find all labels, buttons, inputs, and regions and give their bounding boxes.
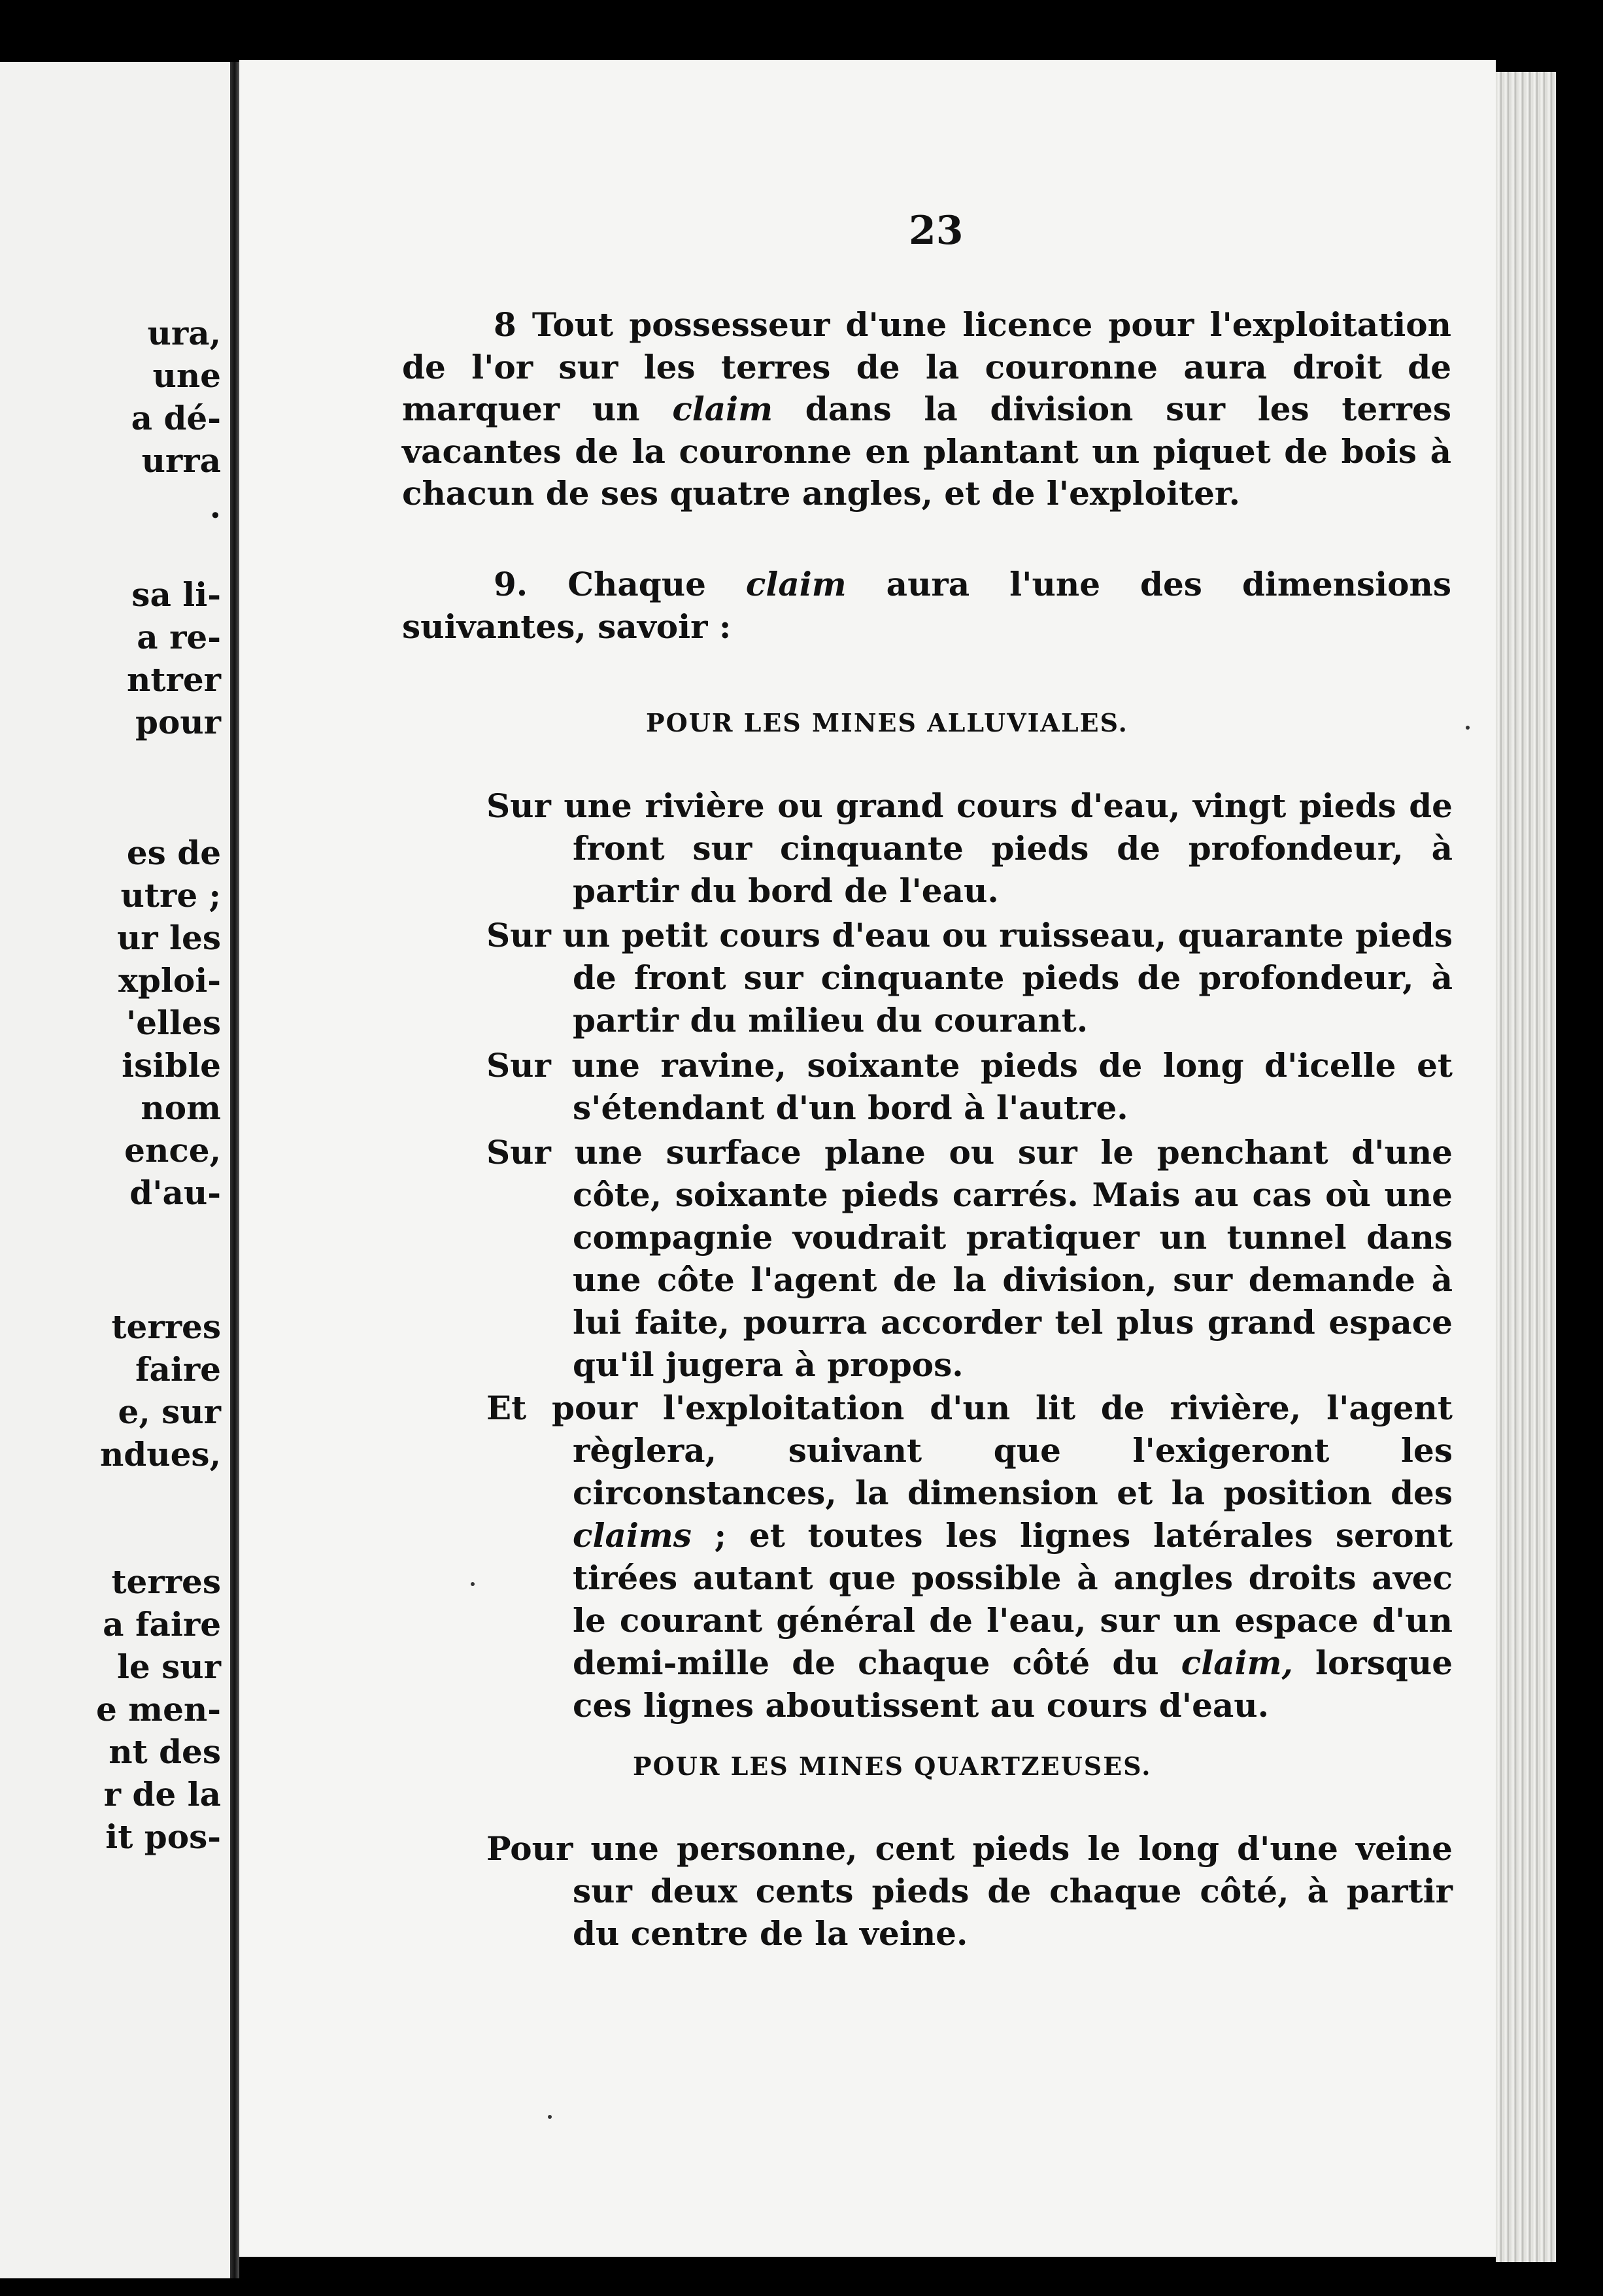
previous-page-line-fragment: ence,: [124, 1131, 221, 1170]
rule-small-stream: Sur un petit cours d'eau ou ruisseau, quarante pieds de front sur cinquante pieds de profondeur, à partir du milieu du courant.: [486, 916, 1453, 1039]
article-8: 8 Tout possesseur d'une licence pour l'exploitation de l'or sur les terres de la couronne aura droit de marquer un claim dans la division sur les terres vacantes de la couronne en plantant un piquet de bois à chacun de ses quatre angles, et de l'exploiter.: [402, 305, 1451, 513]
rule-large-river: Sur une rivière ou grand cours d'eau, vingt pieds de front sur cinquante pieds de profondeur, à partir du bord de l'eau.: [486, 786, 1453, 910]
previous-page-line-fragment: ntrer: [127, 660, 221, 699]
previous-page-line-fragment: urra: [141, 441, 221, 480]
previous-page-line-fragment: a dé-: [131, 399, 221, 437]
previous-page-line-fragment: a re-: [137, 618, 221, 656]
previous-page-line-fragment: xploi-: [118, 961, 221, 1000]
previous-page-line-fragment: sa li-: [131, 575, 221, 614]
print-speck: [1466, 726, 1470, 730]
previous-page-line-fragment: isible: [122, 1046, 221, 1085]
claim-term: claim: [672, 390, 773, 428]
previous-page-line-fragment: faire: [135, 1350, 221, 1389]
heading-quartz-mines: POUR LES MINES QUARTZEUSES.: [633, 1751, 1152, 1781]
previous-page-line-fragment: utre ;: [120, 876, 221, 915]
previous-page-line-fragment: nom: [141, 1089, 221, 1127]
previous-page-line-fragment: 'elles: [126, 1004, 221, 1042]
claim-term: claim,: [1181, 1644, 1293, 1682]
previous-page-line-fragment: a faire: [103, 1605, 221, 1644]
previous-page-line-fragment: ura,: [147, 314, 221, 352]
previous-page-line-fragment: une: [152, 356, 221, 395]
page-number: 23: [909, 208, 964, 254]
claim-term: claim: [745, 565, 847, 603]
previous-page-line-fragment: it pos-: [105, 1817, 221, 1856]
previous-page-line-fragment: d'au-: [129, 1173, 221, 1212]
previous-page-line-fragment: terres: [111, 1562, 221, 1601]
print-speck: [471, 1582, 475, 1586]
rule-river-bed: Et pour l'exploitation d'un lit de rivière, l'agent règlera, suivant que l'exigeront les circonstances, la dimension et la position des claims ; et toutes les lignes latérales seront tirées autant que possible à angles droits avec le courant général de l'eau, sur un espace d'un demi-mille de chaque côté du claim, lorsque ces lignes aboutissent au cours d'eau.: [486, 1389, 1453, 1725]
rule-quartz-vein: Pour une personne, cent pieds le long d'une veine sur deux cents pieds de chaque côté, à partir du centre de la veine.: [486, 1829, 1453, 1953]
previous-page-line-fragment: ndues,: [99, 1435, 221, 1474]
rule-plane-surface: Sur une surface plane ou sur le penchant d'une côte, soixante pieds carrés. Mais au cas où une compagnie voudrait pratiquer un tunnel dans une côte l'agent de la division, sur demande à lui faite, pourra accorder tel plus grand espace qu'il jugera à propos.: [486, 1133, 1453, 1384]
claims-term: claims: [573, 1516, 692, 1555]
previous-page-line-fragment: pour: [135, 703, 221, 741]
previous-page-line-fragment: e men-: [95, 1690, 221, 1729]
heading-alluvial-mines: POUR LES MINES ALLUVIALES.: [646, 708, 1128, 737]
article-9: 9. Chaque claim aura l'une des dimensions suivantes, savoir :: [402, 565, 1451, 646]
rule-ravine: Sur une ravine, soixante pieds de long d'icelle et s'étendant d'un bord à l'autre.: [486, 1046, 1453, 1127]
previous-page-line-fragment: ur les: [116, 919, 221, 957]
previous-page-fragment: [0, 62, 235, 2278]
previous-page-line-fragment: le sur: [116, 1647, 221, 1686]
previous-page-line-fragment: terres: [111, 1308, 221, 1346]
previous-page-line-fragment: e, sur: [118, 1393, 221, 1431]
book-gutter: [230, 62, 239, 2278]
previous-page-line-fragment: .: [209, 487, 221, 526]
print-speck: [548, 2115, 552, 2119]
previous-page-line-fragment: r de la: [103, 1775, 221, 1814]
page-edges: [1496, 72, 1556, 2262]
previous-page-line-fragment: nt des: [109, 1732, 221, 1771]
previous-page-line-fragment: es de: [126, 834, 221, 872]
